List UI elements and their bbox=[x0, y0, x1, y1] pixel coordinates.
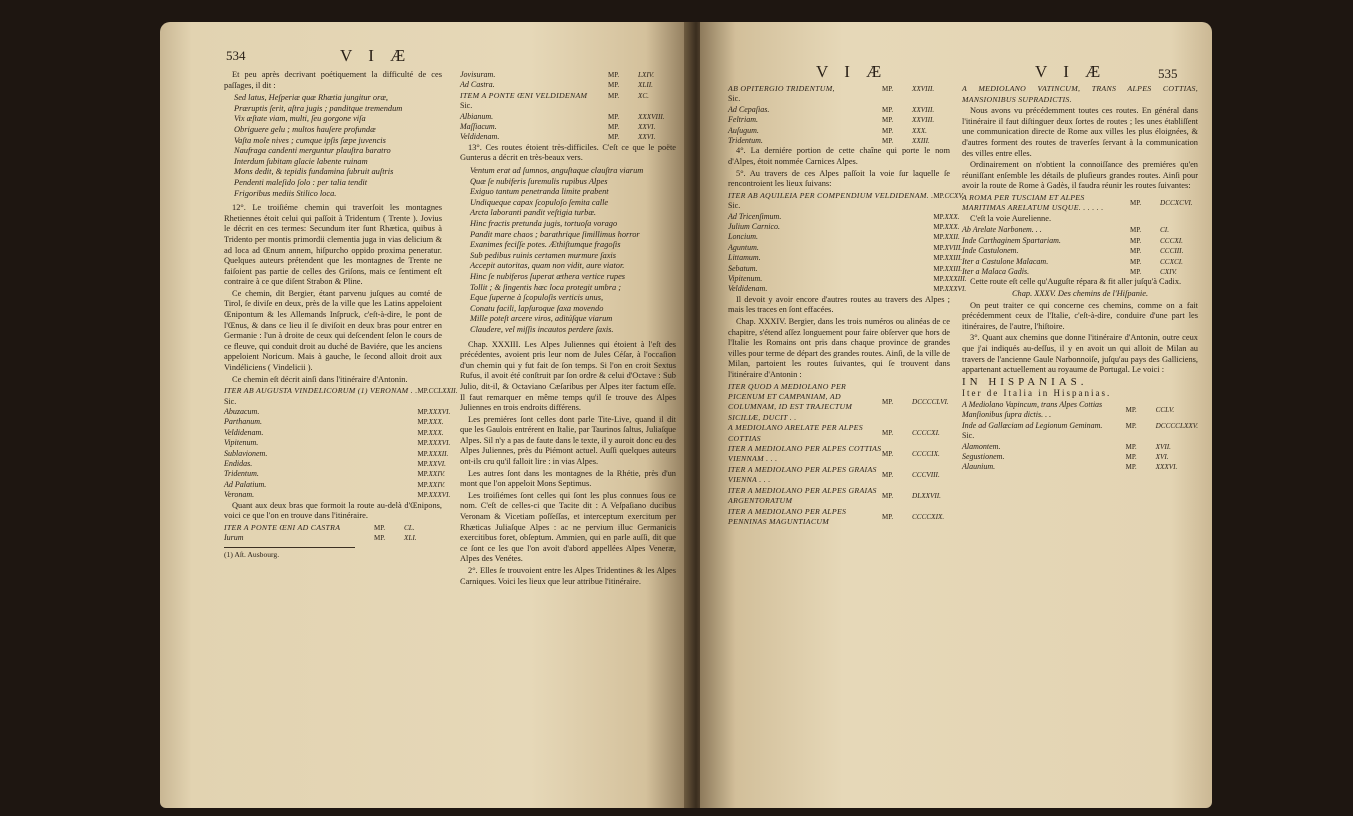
right-column-1 bbox=[728, 84, 967, 527]
mp-label: MP. bbox=[882, 450, 894, 459]
station-row bbox=[224, 438, 458, 448]
mp-label: MP. bbox=[882, 471, 894, 480]
station-distance: XXXIII. bbox=[944, 275, 967, 284]
station-distance: XXXVI. bbox=[1155, 463, 1178, 472]
itinerary-table bbox=[224, 386, 458, 500]
verse-line: Mons dedit, & tepidis fundamina ſubruit auſtris bbox=[234, 167, 394, 177]
station-name: Iter a Castulone Malacam. bbox=[962, 256, 1049, 266]
mp-label: MP. bbox=[933, 285, 945, 294]
verse-line: Sed latus, Heſperiæ quæ Rhætia jungitur oræ, bbox=[234, 93, 389, 103]
station-name: Tridentum. bbox=[728, 136, 763, 146]
station-distance: XXXVI. bbox=[428, 408, 451, 417]
paragraph: 4°. La derniére portion de cette chaîne qui porte le nom d'Alpes, étoit nommée Carnices Alpes. bbox=[728, 146, 950, 167]
mp-label: MP. bbox=[882, 512, 894, 521]
left-column-1 bbox=[224, 70, 458, 560]
station-distance: XXIII. bbox=[912, 137, 930, 146]
verse-line: Interdum ſubitam glacie labente ruinam bbox=[234, 156, 368, 166]
route-title: Inde ad Gallæciam ad Legionum Geminam. bbox=[962, 420, 1103, 430]
station-name: Veronam. bbox=[224, 490, 255, 500]
station-row bbox=[224, 428, 458, 438]
station-row bbox=[728, 486, 950, 507]
verse-line: Ventum erat ad ſumnos, anguſtaque clauſtra viarum bbox=[470, 166, 644, 176]
footnote: (1) Aſt. Ausbourg. bbox=[224, 549, 280, 559]
verse-line: Arcta laboranti pandit veſtigia turbæ. bbox=[470, 208, 597, 218]
footnote-rule bbox=[224, 547, 355, 548]
station-row bbox=[728, 423, 950, 444]
verse-line: Claudere, vel miſſis incautos perdere ſaxis. bbox=[470, 324, 614, 334]
mp-label: MP. bbox=[417, 449, 429, 458]
section-subheading: Iter de Italia in Hispanias. bbox=[962, 388, 1112, 399]
mp-label: MP. bbox=[1130, 199, 1142, 208]
chapter-title: Chap. XXXV. Des chemins de l'Hiſpanie. bbox=[1011, 288, 1149, 298]
sic-label: Sic. bbox=[962, 431, 975, 441]
station-distance: CXIV. bbox=[1160, 267, 1177, 276]
station-name: Aguntum. bbox=[728, 242, 759, 252]
verse-line: Undiqueque capax ſcopuloſo ſemita calle bbox=[470, 197, 609, 207]
station-row bbox=[728, 507, 950, 528]
station-name: Inde Castulonem. bbox=[962, 246, 1019, 256]
itinerary-table bbox=[728, 191, 967, 295]
station-distance: XXX. bbox=[944, 212, 960, 221]
station-row bbox=[728, 126, 950, 136]
station-row bbox=[728, 222, 967, 232]
route-total: CCLV. bbox=[1155, 406, 1175, 415]
verse-block bbox=[234, 93, 442, 199]
paragraph: 2°. Elles ſe trouvoient entre les Alpes Tridentines & les Alpes Carniques. Voici les lieux que leur attribue l'itinéraire. bbox=[460, 566, 676, 586]
station-distance: CCXCI. bbox=[1160, 257, 1183, 266]
station-distance: XXX. bbox=[428, 428, 444, 437]
route-row bbox=[962, 400, 1198, 421]
mp-label: MP. bbox=[882, 137, 894, 146]
route-row bbox=[962, 421, 1198, 431]
station-name: Sublavionem. bbox=[224, 448, 268, 458]
left-page bbox=[160, 22, 688, 808]
paragraph: Les autres ſont dans les montagnes de la Rhétie, près d'un mont que l'on appeloit Mons Septimus. bbox=[460, 468, 676, 489]
station-distance: XXIII. bbox=[944, 254, 963, 263]
running-head: V I Æ bbox=[1035, 62, 1107, 81]
station-name: Ad Castra. bbox=[460, 80, 495, 90]
itinerary-table bbox=[728, 84, 950, 146]
station-name: ITER A MEDIOLANO PER ALPES PENNINAS MAGUNTIACUM bbox=[728, 506, 847, 526]
mp-label: MP. bbox=[933, 212, 945, 221]
station-name: ITER QUOD A MEDIOLANO PER PICENUM ET CAMPANIAM, AD COLUMNAM, ID EST TRAJECTUM SICILIÆ, DUCIT . . bbox=[728, 381, 853, 422]
itinerary-table bbox=[962, 225, 1198, 277]
verse-line: Exiguo tantum penetranda limite prabent bbox=[470, 187, 609, 197]
mp-label: MP. bbox=[374, 523, 386, 532]
station-name: Albianum. bbox=[460, 111, 494, 121]
station-distance: CCCCXIX. bbox=[912, 512, 945, 521]
paragraph: Les troiſiémes ſont celles qui ſont les plus connues ſous ce nom. C'eſt de celles-ci que Tacite dit : A Veſpaſiano ducibus Veronam & Vicetiam poſſeſſas, et interceptum exercitum per Rhæticas Juliaſque Alpes : ac ne pervium illuc Germanicis exercitibus foret, obſeptum. Ammien, qui en parle auſſi, dit que ce ſont ce les que l'on avoit d'abord appellées Alpes Veneræ, Alpes des Venétes. bbox=[460, 490, 676, 564]
station-distance: XXVIII. bbox=[912, 116, 935, 125]
mp-label: MP. bbox=[1125, 463, 1137, 472]
station-row bbox=[728, 232, 967, 242]
verse-line: Vix æſtate viam, multi, ſeu gorgone viſa bbox=[234, 114, 366, 124]
mp-label: MP. bbox=[882, 126, 894, 135]
sic-label: Sic. bbox=[460, 101, 473, 111]
station-name: Alaunium. bbox=[962, 462, 996, 472]
route-row bbox=[460, 91, 676, 101]
mp-label: MP. bbox=[1125, 452, 1137, 461]
station-row bbox=[728, 136, 950, 146]
station-row bbox=[728, 115, 950, 125]
station-row bbox=[460, 112, 676, 122]
station-name: A MEDIOLANO ARELATE PER ALPES COTTIAS bbox=[728, 423, 863, 443]
station-name: ITER A MEDIOLANO PER ALPES COTTIAS VIENNAM . . . bbox=[728, 444, 882, 464]
station-row bbox=[224, 417, 458, 427]
verse-line: Conatu facili, lapſuroque ſaxa movendo bbox=[470, 303, 604, 313]
station-row bbox=[460, 132, 676, 142]
station-row bbox=[224, 490, 458, 500]
station-name: Ab Arelate Narbonem. . . bbox=[962, 225, 1042, 235]
station-name: Ad Tricenſimum. bbox=[728, 211, 782, 221]
mp-label: MP. bbox=[933, 264, 945, 273]
station-distance: XXXVI. bbox=[428, 491, 451, 500]
paragraph: 12°. Le troiſiéme chemin qui traverſoit les montagnes Rhetiennes étoit celui qui paſſoit à Tridentum ( Trente ). Jovius le décrit en ces termes: Secundum iter ſunt Rhætica, quibus à Tridento per montis primordii clementia juga in vias delicium & ad loca ad Œnum annem, hiſpurcho oppido proxima peneratur. Quelques auteurs prétendent que les montagnes de Trente ne faiſoient pas partie de celles des Griſons, mais ce ſentiment eſt contraire à ce que diſent Strabon & Pline. bbox=[224, 203, 442, 287]
station-row bbox=[962, 225, 1198, 235]
mp-label: MP. bbox=[933, 233, 945, 242]
station-row bbox=[962, 442, 1198, 452]
station-name: Segustionem. bbox=[962, 451, 1005, 461]
paragraph: C'eſt la voie Aurelienne. bbox=[970, 213, 1052, 223]
verse-line: Tollit ; & ſingentis hæc loca protegit umbra ; bbox=[470, 282, 622, 292]
station-row bbox=[728, 105, 950, 115]
paragraph: Chap. XXXIII. Les Alpes Juliennes qui étoient à l'eſt des précédentes, avoient pris leur nom de Jules Céſar, à l'occaſion d'un chemin qui y fut fait de ſon temps. Si l'on en croit Sextus Rufus, il avoit été conſtruit par ſon ordre & celui d'Octave : Sub Julio, dit-il, & Octaviano Cæſaribus per Alpes iter factum eſſe. Il faut remarquer en même temps qu'il ſe trouve des Alpes Juliennes en trois endroits différens. bbox=[460, 339, 676, 413]
route-total: CL. bbox=[404, 523, 415, 532]
station-name: Veldidenam. bbox=[224, 427, 264, 437]
station-name: Loncium. bbox=[728, 232, 758, 242]
mp-label: MP. bbox=[933, 243, 945, 252]
station-row bbox=[728, 274, 967, 284]
station-row bbox=[224, 469, 458, 479]
station-distance: CCCCIX. bbox=[912, 450, 940, 459]
mp-label: MP. bbox=[882, 491, 894, 500]
verse-line: Eque ſuperne à ſcopuloſis verticis unus, bbox=[470, 293, 604, 303]
station-distance: LXIV. bbox=[638, 71, 655, 79]
mp-label: MP. bbox=[933, 254, 945, 263]
verse-line: Naufraga candenti merguntur plauſtra baratro bbox=[234, 146, 391, 156]
route-title: ITER AB AQUILEIA PER COMPENDIUM VELDIDENAM. . bbox=[728, 190, 934, 200]
station-row bbox=[224, 407, 458, 417]
station-name: Inde Carthaginem Spartariam. bbox=[962, 235, 1061, 245]
paragraph: Il devoit y avoir encore d'autres routes au travers des Alpes ; mais les traces en ſont effacées. bbox=[728, 294, 950, 315]
station-name: Iter a Malaca Gadis. bbox=[962, 266, 1030, 276]
mp-label: MP. bbox=[1130, 267, 1142, 276]
verse-line: Exanimes feciſſe potes. Æthiſtumque fragoſis bbox=[470, 240, 621, 250]
station-distance: XXIV. bbox=[428, 480, 445, 489]
station-row bbox=[962, 236, 1198, 246]
page-number: 535 bbox=[1158, 66, 1178, 81]
station-row bbox=[460, 80, 676, 90]
station-name: Alamontem. bbox=[962, 441, 1001, 451]
station-distance: XXXII. bbox=[428, 449, 449, 458]
station-row bbox=[460, 122, 676, 132]
itinerary-table bbox=[962, 193, 1198, 214]
route-row bbox=[224, 386, 458, 396]
sic-label: Sic. bbox=[728, 94, 741, 104]
station-distance: XLI. bbox=[404, 534, 417, 543]
station-distance: DCCCCLVI. bbox=[912, 398, 949, 407]
itinerary-table bbox=[224, 523, 442, 544]
mp-label: MP. bbox=[1130, 226, 1142, 235]
route-title: ITER A PONTE ŒNI AD CASTRA bbox=[224, 522, 341, 532]
mp-label: MP. bbox=[882, 105, 894, 114]
station-distance: XXVI. bbox=[428, 460, 446, 469]
mp-label: MP. bbox=[608, 112, 620, 121]
station-name: Veldidenam. bbox=[728, 284, 768, 294]
station-name: ITER A MEDIOLANO PER ALPES GRAIAS VIENNA . . . bbox=[728, 464, 877, 485]
station-distance: XLII. bbox=[638, 81, 653, 90]
mp-label: MP. bbox=[1125, 406, 1137, 415]
route-title: A Mediolano Vapincum, trans Alpes Cottias Manſionibus ſupra dictis. . . bbox=[962, 399, 1103, 420]
verse-line: Quæ ſe nubiferis ſuremulis rupibus Alpes bbox=[470, 176, 608, 186]
verse-line: Mille poteſt arcere viros, aditúſque viarum bbox=[470, 314, 613, 324]
paragraph: Ce chemin eſt décrit ainſi dans l'itinéraire d'Antonin. bbox=[232, 374, 408, 384]
mp-label: MP. bbox=[417, 408, 429, 417]
station-row bbox=[728, 444, 950, 465]
station-name: Vipitenum. bbox=[224, 438, 259, 448]
itinerary-table bbox=[460, 91, 676, 143]
mp-label: MP. bbox=[933, 191, 945, 200]
sic-label: Sic. bbox=[728, 201, 741, 211]
mp-label: MP. bbox=[608, 133, 620, 142]
station-name: Abuzacum. bbox=[224, 407, 260, 417]
mp-label: MP. bbox=[1130, 257, 1142, 266]
station-name: Ad Palatium. bbox=[224, 479, 267, 489]
paragraph: Nous avons vu précédemment toutes ces routes. En général dans l'itinéraire il faut diſtinguer deux ſortes de routes ; les unes établiſſent une communication directe de Rome aux villes les plus éloignées, & d'autres forment des routes de traverſes ſervant à la communication des villes entre elles. bbox=[962, 106, 1198, 158]
station-distance: DLXXVII. bbox=[912, 491, 941, 500]
station-name: Littamum. bbox=[728, 253, 761, 263]
station-row bbox=[728, 212, 967, 222]
mp-label: MP. bbox=[933, 223, 945, 232]
mp-label: MP. bbox=[417, 491, 429, 500]
mp-label: MP. bbox=[1125, 421, 1137, 430]
route-total: XC. bbox=[638, 91, 649, 100]
station-name: Vipitenum. bbox=[728, 274, 763, 284]
route-row bbox=[962, 193, 1198, 214]
itinerary-table bbox=[728, 382, 950, 528]
mp-label: MP. bbox=[1130, 236, 1142, 245]
paragraph: Les premiéres ſont celles dont parle Tite-Live, quand il dit que les Gaulois entrérent en Italie, par Taurinos ſaltus, Juliaſque Alpes. Sil n'y a pas de faute dans le texte, il y auroit donc eu des Alpes Juliennes, près du Piémont actuel. Auſſi quelques auteurs ont-ils cru qu'il falloit lire : in vias Alpes. bbox=[460, 414, 676, 467]
route-row bbox=[224, 523, 442, 533]
station-row bbox=[728, 264, 967, 274]
station-distance: XVII. bbox=[1155, 442, 1171, 451]
mp-label: MP. bbox=[882, 398, 894, 407]
mp-label: MP. bbox=[417, 418, 429, 427]
route-title: A ROMA PER TUSCIAM ET ALPES MARITIMAS ARELATUM USQUE. . . . . . bbox=[962, 192, 1104, 213]
station-row bbox=[224, 480, 458, 490]
paragraph: 13°. Ces routes étoient très-difficiles. C'eſt ce que le poëte Gunterus a décrit en très-beaux vers. bbox=[460, 142, 676, 163]
station-distance: CCCIII. bbox=[1160, 247, 1184, 256]
itinerary-table bbox=[460, 70, 676, 91]
section-heading: IN HISPANIAS. bbox=[962, 375, 1088, 388]
verse-line: Præruptis ſerit, aſtra jugis ; panditque tremendum bbox=[234, 103, 403, 113]
station-name: Endidas. bbox=[224, 459, 253, 469]
station-row bbox=[224, 459, 458, 469]
route-heading: A MEDIOLANO VATINCUM, TRANS ALPES COTTIAS, MANSIONIBUS SUPRADICTIS. bbox=[962, 84, 1198, 104]
station-distance: XXIII. bbox=[944, 264, 963, 273]
station-distance: XXII. bbox=[944, 233, 960, 242]
station-distance: XVIII. bbox=[944, 243, 963, 252]
paragraph: 5°. Au travers de ces Alpes paſſoit la voie ſur laquelle ſe rencontroient les lieux ſuivans: bbox=[728, 168, 950, 189]
verse-line: Hinc ſe nubiferos ſuperat æthera vertice rupes bbox=[470, 271, 626, 281]
station-name: Auſugum. bbox=[728, 125, 759, 135]
paragraph: Ce chemin, dit Bergier, étant parvenu juſques au comté de Tirol, ſe diviſe en deux, près de la ville que les Latins appeloient Œnipontum & les Allemands Inſpruck, c'eſt-à-dire, le pont de l'Œnus, & dans ce lieu il ſe diviſoit en deux bras pour entrer en Germanie : l'un à droite de ceux qui deſcendent ſelon le cours de ce fleuve, qui conduit droit au duché de Baviére, que les anciens appeloient Noricum. Mais à gauche, le ſecond alloit droit aux Vindéliciens ( Vindelicii ). bbox=[224, 288, 442, 373]
sic-label: Sic. bbox=[224, 396, 237, 406]
mp-label: MP. bbox=[933, 275, 945, 284]
station-distance: XXVI. bbox=[638, 133, 656, 142]
mp-label: MP. bbox=[417, 387, 429, 396]
mp-label: MP. bbox=[608, 71, 620, 79]
mp-label: MP. bbox=[608, 123, 620, 132]
mp-label: MP. bbox=[417, 470, 429, 479]
station-row bbox=[460, 70, 676, 80]
route-row bbox=[728, 84, 950, 94]
route-title: ITER AB AUGUSTA VINDELICORUM (1) VERONAM . . bbox=[224, 386, 418, 396]
verse-line: Obriguere gelu ; multos hauſere profundæ bbox=[234, 124, 376, 134]
station-distance: XXIV. bbox=[428, 470, 445, 479]
verse-line: Pandit mare chaos ; barathrique ſimillimus horror bbox=[470, 229, 640, 239]
station-row bbox=[962, 452, 1198, 462]
station-name: Sebatum. bbox=[728, 263, 758, 273]
station-distance: CCCCXI. bbox=[912, 429, 940, 438]
station-row bbox=[728, 253, 967, 263]
verse-line: Frigoribus mediis Stilico loca. bbox=[234, 188, 337, 198]
verse-line: Hinc fractis pretunda jugis, tortuoſa vorago bbox=[470, 219, 618, 228]
station-row bbox=[728, 284, 967, 294]
mp-label: MP. bbox=[608, 81, 620, 90]
station-distance: XXVI. bbox=[638, 123, 656, 132]
left-column-2 bbox=[460, 70, 676, 588]
mp-label: MP. bbox=[417, 460, 429, 469]
station-row bbox=[728, 465, 950, 486]
paragraph: 3°. Quant aux chemins que donne l'itinéraire d'Antonin, outre ceux que j'ai indiqués au-deſſus, il y en avoit un qui alloit de Milan au travers de l'ancienne Gaule Narbonnoiſe, juſqu'au pays des Galliciens, appartenant actuellement au royaume de Portugal. Le voici : bbox=[962, 333, 1198, 375]
route-title: ITEM A PONTE ŒNI VELDIDENAM bbox=[460, 90, 588, 100]
station-row bbox=[728, 382, 950, 424]
station-name: Jovisuram. bbox=[460, 70, 496, 79]
route-total: DCCXCVI. bbox=[1160, 199, 1193, 208]
station-distance: CI. bbox=[1160, 226, 1169, 235]
station-name: ITER A MEDIOLANO PER ALPES GRAIAS ARGENTORATUM bbox=[728, 485, 877, 506]
station-name: Ad Cepaſias. bbox=[728, 104, 770, 114]
station-name: Tridentum. bbox=[224, 469, 259, 479]
station-name: Julium Carnico. bbox=[728, 222, 780, 232]
station-row bbox=[962, 462, 1198, 472]
station-distance: XXXVI. bbox=[944, 285, 967, 294]
station-distance: CCCXI. bbox=[1160, 236, 1183, 245]
mp-label: MP. bbox=[1130, 247, 1142, 256]
station-row bbox=[224, 449, 458, 459]
route-total: CCLXXII. bbox=[428, 387, 458, 396]
station-distance: XXX. bbox=[428, 418, 444, 427]
station-row bbox=[728, 243, 967, 253]
station-distance: XXXVIII. bbox=[638, 112, 665, 121]
running-head: V I Æ bbox=[816, 62, 888, 81]
mp-label: MP. bbox=[374, 534, 386, 543]
station-distance: CCCVIII. bbox=[912, 471, 940, 480]
mp-label: MP. bbox=[882, 85, 894, 93]
station-row bbox=[962, 257, 1198, 267]
route-total: DCCCCLXXV. bbox=[1155, 421, 1198, 430]
route-row bbox=[728, 191, 967, 201]
verse-block bbox=[470, 166, 676, 336]
mp-label: MP. bbox=[882, 116, 894, 125]
itinerary-table bbox=[962, 400, 1198, 473]
verse-line: Vaſta mole nives ; cumque ipſis ſæpe juvencis bbox=[234, 135, 386, 145]
route-total: CCXV. bbox=[944, 191, 964, 200]
mp-label: MP. bbox=[882, 429, 894, 438]
mp-label: MP. bbox=[1125, 442, 1137, 451]
running-head: V I Æ bbox=[340, 46, 412, 65]
station-name: Iurum bbox=[224, 533, 244, 543]
station-name: Veldidenam. bbox=[460, 132, 500, 142]
station-distance: XXX. bbox=[912, 126, 927, 135]
paragraph: Cette route eſt celle qu'Auguſte répara & fit aller juſqu'à Cadix. bbox=[970, 277, 1182, 287]
paragraph: Ordinairement on n'obtient la connoiſſance des premiéres qu'en réuniſſant enſemble les détails de pluſieurs grandes routes. Ainſi pour avoir la route de Rome à Gadès, il faudra réunir les routes ſuivantes: bbox=[962, 160, 1198, 191]
paragraph: Chap. XXXIV. Bergier, dans les trois numéros ou alinéas de ce chapitre, s'étend aſſez longuement pour faire obſerver que hors de l'Italie les Romains ont pris dans chaque province de grandes villes pour terme de départ des grandes routes. Ainſi, de la ville de Milan, partoient les routes ſuivantes, qui ſe trouvent dans l'itinéraire d'Antonin : bbox=[728, 317, 950, 380]
station-row bbox=[224, 533, 442, 543]
mp-label: MP. bbox=[417, 480, 429, 489]
station-row bbox=[962, 246, 1198, 256]
verse-line: Pendenti maleſido ſolo : per talia tendit bbox=[234, 177, 368, 187]
mp-label: MP. bbox=[417, 428, 429, 437]
station-distance: XVI. bbox=[1155, 452, 1169, 461]
station-distance: XXVIII. bbox=[912, 105, 935, 114]
page-number: 534 bbox=[226, 48, 246, 63]
paragraph: Quant aux deux bras que formoit la route au-delà d'Œnipons, voici ce que l'on en trouve dans l'itinéraire. bbox=[224, 500, 442, 521]
verse-line: Accepit autoritas, quam non vidit, aure viator. bbox=[470, 261, 625, 271]
station-name: Maſſiacum. bbox=[460, 122, 497, 132]
mp-label: MP. bbox=[417, 439, 429, 448]
right-page bbox=[700, 22, 1212, 808]
station-row bbox=[962, 267, 1198, 277]
verse-line: Sub pedibus ruinis certamen murmure ſaxis bbox=[470, 250, 617, 260]
station-distance: XXXVI. bbox=[428, 439, 451, 448]
station-name: Parthanum. bbox=[224, 417, 262, 427]
paragraph: Et peu après decrivant poétiquement la difficulté de ces paſſages, il dit : bbox=[224, 70, 442, 90]
right-column-2 bbox=[962, 84, 1198, 473]
route-title: AB OPITERGIO TRIDENTUM, bbox=[728, 84, 835, 93]
mp-label: MP. bbox=[608, 91, 620, 100]
station-distance: XXX. bbox=[944, 223, 960, 232]
station-name: Feltriam. bbox=[728, 115, 758, 125]
route-total: XXVIII. bbox=[912, 85, 935, 93]
paragraph: On peut traiter ce qui concerne ces chemins, comme on a fait précédemment ceux de l'Italie, c'eſt-à-dire, conduire d'une part les itinéraires, de l'autre, l'hiſtoire. bbox=[962, 300, 1198, 331]
